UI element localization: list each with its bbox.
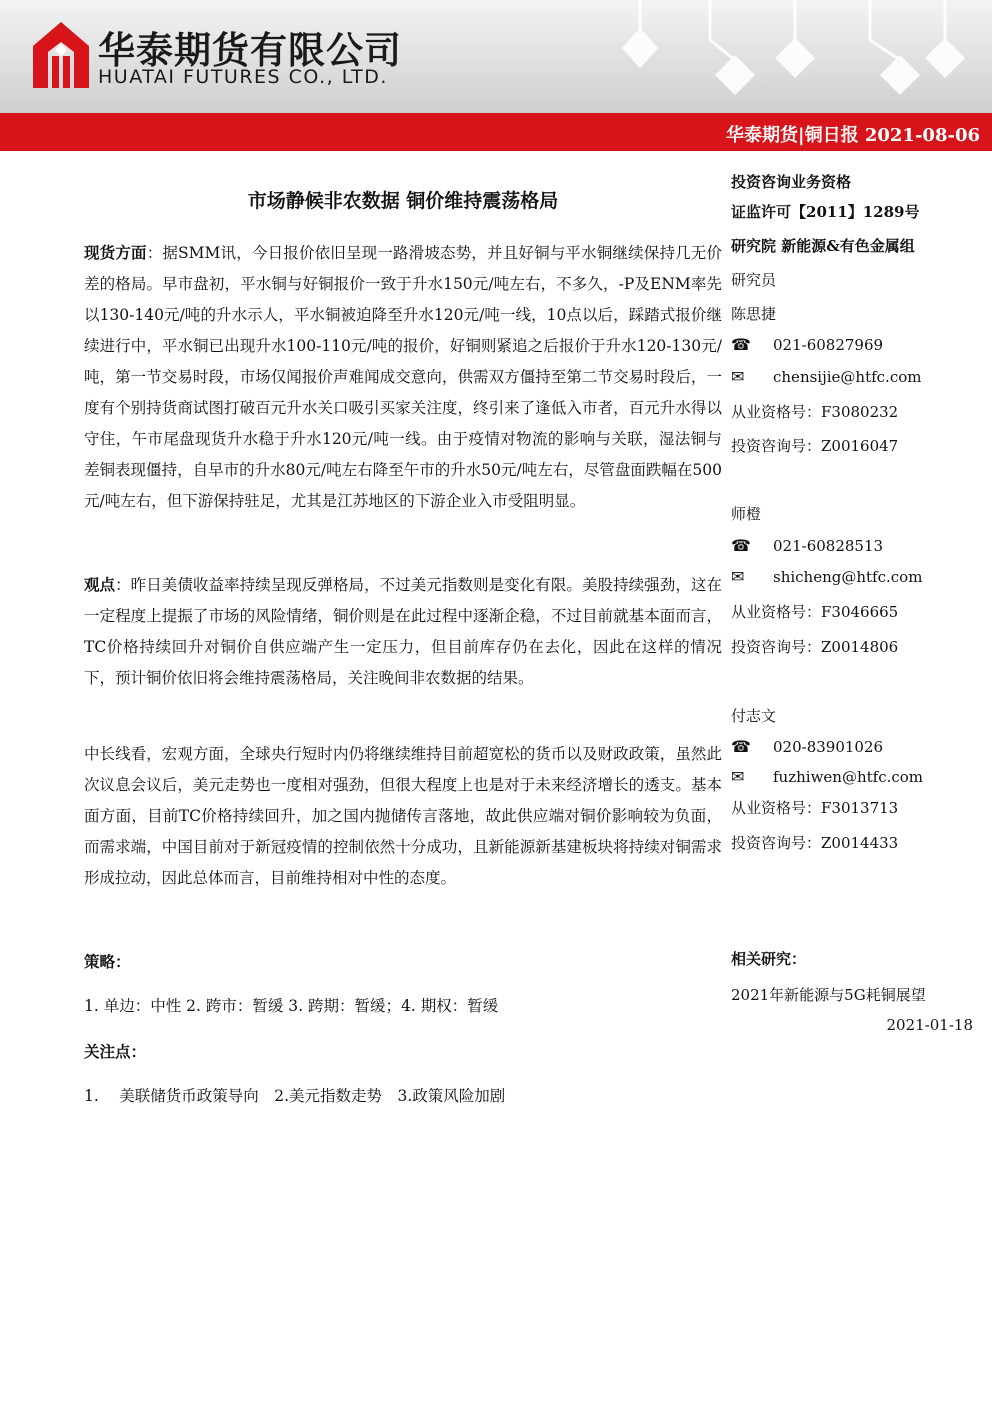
license: 证监许可【2011】1289号 (731, 203, 920, 221)
researcher-title: 研究员 (731, 271, 777, 289)
header-decoration (580, 0, 992, 113)
company-name-en: HUATAI FUTURES CO., LTD. (98, 66, 388, 88)
related-heading: 相关研究： (731, 950, 807, 968)
phone-icon: ☎ (731, 536, 751, 555)
company-name-cn: 华泰期货有限公司 (98, 29, 402, 72)
analyst-email[interactable]: ✉ fuzhiwen@htfc.com (731, 767, 924, 786)
analyst-name: 师橙 (731, 505, 762, 523)
strategy-heading: 策略： (84, 952, 131, 971)
analyst-cert-advisory: 投资咨询号：Z0014806 (731, 638, 899, 656)
focus-text: 1. 美联储货币政策导向 2.美元指数走势 3.政策风险加剧 (84, 1087, 506, 1105)
envelope-icon: ✉ (731, 767, 745, 786)
related-date: 2021-01-18 (886, 1016, 973, 1034)
qualification: 投资咨询业务资格 (731, 173, 852, 191)
huatai-logo-icon (33, 22, 89, 88)
analyst-phone: ☎ 021-60827969 (731, 335, 884, 354)
analyst-phone: ☎ 021-60828513 (731, 536, 884, 555)
report-tag-bar (0, 113, 992, 151)
analyst-cert-practice: 从业资格号：F3080232 (731, 403, 899, 421)
analyst-email[interactable]: ✉ chensijie@htfc.com (731, 367, 922, 386)
analyst-name: 陈思捷 (731, 305, 777, 323)
spot-label: 现货方面 (84, 243, 147, 262)
analyst-cert-advisory: 投资咨询号：Z0014433 (731, 834, 899, 852)
analyst-cert-practice: 从业资格号：F3013713 (731, 799, 899, 817)
analyst-phone: ☎ 020-83901026 (731, 737, 884, 756)
page-header (0, 0, 992, 113)
spot-text: ：据SMM讯，今日报价依旧呈现一路滑坡态势，并且好铜与平水铜继续保持几无价差的格局。早市盘初，平水铜与好铜报价一致于升水150元/吨左右，不多久，-P及ENM率先以130-140元/吨的升水示人，平水铜被迫降至升水120元/吨一线，10点以后，踩踏式报价继续进行中，平水铜已出现升水100-110元/吨的报价，好铜则紧追之后报价于升水120-130元/吨，第一节交易时段，市场仅闻报价声难闻成交意向，供需双方僵持至第二节交易时段后，一度有个别持货商试图打破百元升水关口吸引买家关注度，终引来了逢低入市者，百元升水得以守住，午市尾盘现货升水稳于升水120元/吨一线。由于疫情对物流的影响与关联，湿法铜与差铜表现僵持，自早市的升水80元/吨左右降至午市的升水50元/吨左右，尽管盘面跌幅在500元/吨左右，但下游保持驻足，尤其是江苏地区的下游企业入市受阻明显。 (84, 244, 722, 510)
longterm-paragraph: 中长线看，宏观方面，全球央行短时内仍将继续维持目前超宽松的货币以及财政政策，虽然此次议息会议后，美元走势也一度相对强劲，但很大程度上也是对于未来经济增长的透支。基本面方面，目前TC价格持续回升，加之国内抛储传言落地，故此供应端对铜价影响较为负面，而需求端，中国目前对于新冠疫情的控制依然十分成功，且新能源新基建板块将持续对铜需求形成拉动，因此总体而言，目前维持相对中性的态度。 (84, 745, 722, 887)
analyst-cert-advisory: 投资咨询号：Z0016047 (731, 437, 899, 455)
view-paragraph (84, 569, 722, 694)
envelope-icon: ✉ (731, 367, 745, 386)
view-label: 观点 (84, 575, 116, 594)
strategy-text: 1. 单边：中性 2. 跨市：暂缓 3. 跨期：暂缓；4. 期权：暂缓 (84, 997, 499, 1015)
institute: 研究院 新能源&有色金属组 (731, 237, 915, 255)
phone-icon: ☎ (731, 335, 751, 354)
focus-heading: 关注点： (84, 1042, 147, 1061)
envelope-icon: ✉ (731, 567, 745, 586)
analyst-cert-practice: 从业资格号：F3046665 (731, 603, 899, 621)
article-title: 市场静候非农数据 铜价维持震荡格局 (247, 190, 559, 212)
related-title[interactable]: 2021年新能源与5G耗铜展望 (731, 986, 926, 1004)
analyst-name: 付志文 (731, 707, 777, 725)
analyst-email[interactable]: ✉ shicheng@htfc.com (731, 567, 923, 586)
view-text: ：昨日美债收益率持续呈现反弹格局，不过美元指数则是变化有限。美股持续强劲，这在一定程度上提振了市场的风险情绪，铜价则是在此过程中逐渐企稳，不过目前就基本面而言，TC价格持续回升对铜价自供应端产生一定压力，但目前库存仍在去化，因此在这样的情况下，预计铜价依旧将会维持震荡格局，关注晚间非农数据的结果。 (84, 576, 722, 687)
phone-icon: ☎ (731, 737, 751, 756)
report-tag: 华泰期货|铜日报 2021-08-06 (726, 125, 980, 146)
spot-paragraph (84, 237, 722, 517)
